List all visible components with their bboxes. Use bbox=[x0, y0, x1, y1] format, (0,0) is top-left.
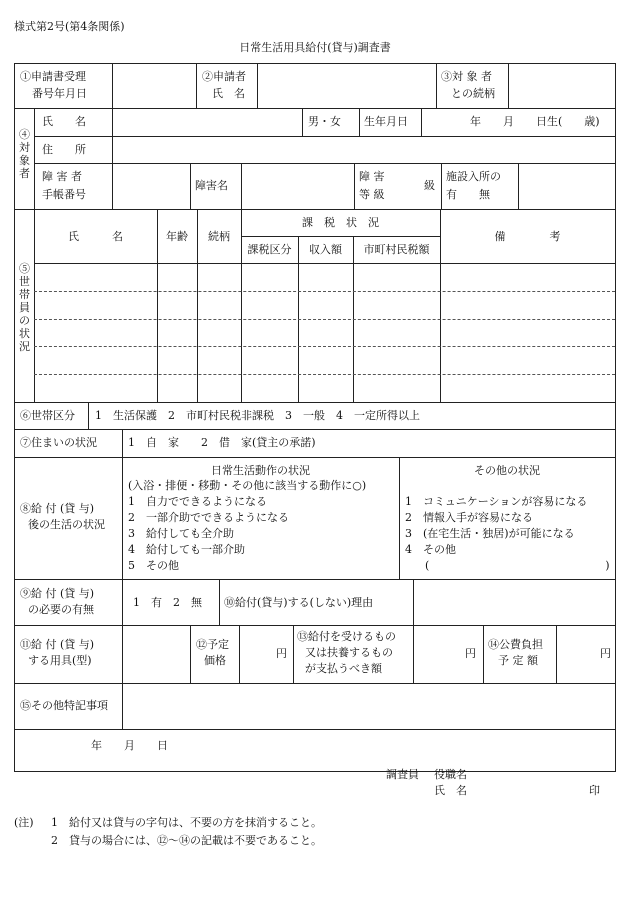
other-paren: ( ) bbox=[425, 559, 610, 572]
note-1: 1 給付又は貸与の字句は、不要の方を抹消すること。 bbox=[51, 816, 322, 829]
subject-name-label: 氏 名 bbox=[42, 115, 86, 128]
col-municipal-tax: 市町村民税額 bbox=[363, 243, 430, 256]
reason-label: ⑩給付(貸与)する(しない)理由 bbox=[224, 596, 374, 609]
daily-item-1: 1 自力でできるようになる bbox=[128, 495, 267, 508]
payer-yen: 円 bbox=[465, 647, 476, 660]
facility-label-2: 有 無 bbox=[446, 188, 490, 201]
form-number: 様式第2号(第4条関係) bbox=[14, 20, 125, 33]
daily-item-5: 5 その他 bbox=[128, 559, 179, 572]
housing-label: ⑦住まいの状況 bbox=[20, 436, 97, 449]
applicant-name-label: 氏 名 bbox=[212, 87, 245, 100]
daily-item-3: 3 給付しても全介助 bbox=[128, 527, 234, 540]
investigator-label: 調査員 bbox=[386, 768, 419, 781]
other-item-3: 3 (在宅生活・独居)が可能になる bbox=[405, 527, 575, 540]
necessity-label-2: の必要の有無 bbox=[28, 603, 94, 616]
signature-date: 年 月 日 bbox=[91, 739, 168, 752]
housing-options: 1 自 家 2 借 家(貸主の承諾) bbox=[128, 436, 316, 449]
facility-label: 施設入所の bbox=[446, 170, 501, 183]
col-name: 氏 名 bbox=[68, 230, 123, 243]
price-label-2: 価格 bbox=[204, 654, 226, 667]
equipment-label: ⑪給 付 (貸 与) bbox=[20, 638, 95, 651]
col-tax-class: 課税区分 bbox=[247, 243, 292, 256]
disability-book-label: 障 害 者 bbox=[42, 170, 82, 183]
subject-side-label: ④対象者 bbox=[19, 128, 30, 180]
sex-field: 男・女 bbox=[308, 115, 341, 128]
category-label: ⑥世帯区分 bbox=[20, 409, 75, 422]
signer-name-label: 氏 名 bbox=[434, 784, 467, 797]
receipt-label: ①申請書受理 bbox=[20, 70, 86, 83]
necessity-options: 1 有 2 無 bbox=[133, 596, 202, 609]
position-label: 役職名 bbox=[434, 768, 467, 781]
other-title: その他の状況 bbox=[474, 464, 540, 477]
public-yen: 円 bbox=[600, 647, 611, 660]
col-remarks: 備 考 bbox=[494, 230, 561, 243]
relation-label: ③対 象 者 bbox=[441, 70, 492, 83]
col-relation: 続柄 bbox=[208, 230, 230, 243]
disability-book-label-2: 手帳番号 bbox=[42, 188, 86, 201]
receipt-label-2: 番号年月日 bbox=[32, 87, 87, 100]
equipment-label-2: する用具(型) bbox=[28, 654, 92, 667]
public-label: ⑭公費負担 bbox=[488, 638, 543, 651]
note-2: 2 貸与の場合には、⑫〜⑭の記載は不要であること。 bbox=[51, 834, 322, 847]
necessity-label: ⑨給 付 (貸 与) bbox=[20, 587, 95, 600]
post-life-label-2: 後の生活の状況 bbox=[28, 518, 105, 531]
disability-name-label: 障害名 bbox=[195, 179, 228, 192]
other-item-4: 4 その他 bbox=[405, 543, 456, 556]
col-age: 年齢 bbox=[166, 230, 188, 243]
other-notes-label: ⑮その他特記事項 bbox=[20, 699, 108, 712]
seal-mark: 印 bbox=[589, 784, 600, 797]
category-options: 1 生活保護 2 市町村民税非課税 3 一般 4 一定所得以上 bbox=[95, 409, 420, 422]
dob-label: 生年月日 bbox=[364, 115, 408, 128]
other-item-2: 2 情報入手が容易になる bbox=[405, 511, 533, 524]
other-item-1: 1 コミュニケーションが容易になる bbox=[405, 495, 588, 508]
relation-label-2: との続柄 bbox=[451, 87, 495, 100]
household-side-label: ⑤世帯員の状況 bbox=[19, 262, 30, 353]
grade-label: 障 害 bbox=[359, 170, 385, 183]
daily-title: 日常生活動作の状況 bbox=[211, 464, 310, 477]
post-life-label: ⑧給 付 (貸 与) bbox=[20, 502, 95, 515]
address-label: 住 所 bbox=[42, 143, 86, 156]
price-yen: 円 bbox=[276, 647, 287, 660]
notes-prefix: (注) bbox=[14, 816, 34, 829]
price-label: ⑫予定 bbox=[196, 638, 229, 651]
page-title: 日常生活用具給付(貸与)調査書 bbox=[239, 41, 391, 54]
applicant-label: ②申請者 bbox=[202, 70, 246, 83]
payer-label-3: が支払うべき額 bbox=[305, 662, 382, 675]
payer-label: ⑬給付を受けるもの bbox=[297, 630, 396, 643]
daily-note: (入浴・排便・移動・その他に該当する動作に○) bbox=[128, 479, 367, 492]
grade-unit: 級 bbox=[424, 179, 435, 192]
col-income: 収入額 bbox=[309, 243, 342, 256]
payer-label-2: 又は扶養するもの bbox=[305, 646, 393, 659]
dob-value: 年 月 日生( 歳) bbox=[470, 115, 600, 128]
public-label-2: 予 定 額 bbox=[498, 654, 538, 667]
tax-header: 課 税 状 況 bbox=[302, 216, 379, 229]
daily-item-2: 2 一部介助でできるようになる bbox=[128, 511, 289, 524]
daily-item-4: 4 給付しても一部介助 bbox=[128, 543, 245, 556]
grade-label-2: 等 級 bbox=[359, 188, 385, 201]
